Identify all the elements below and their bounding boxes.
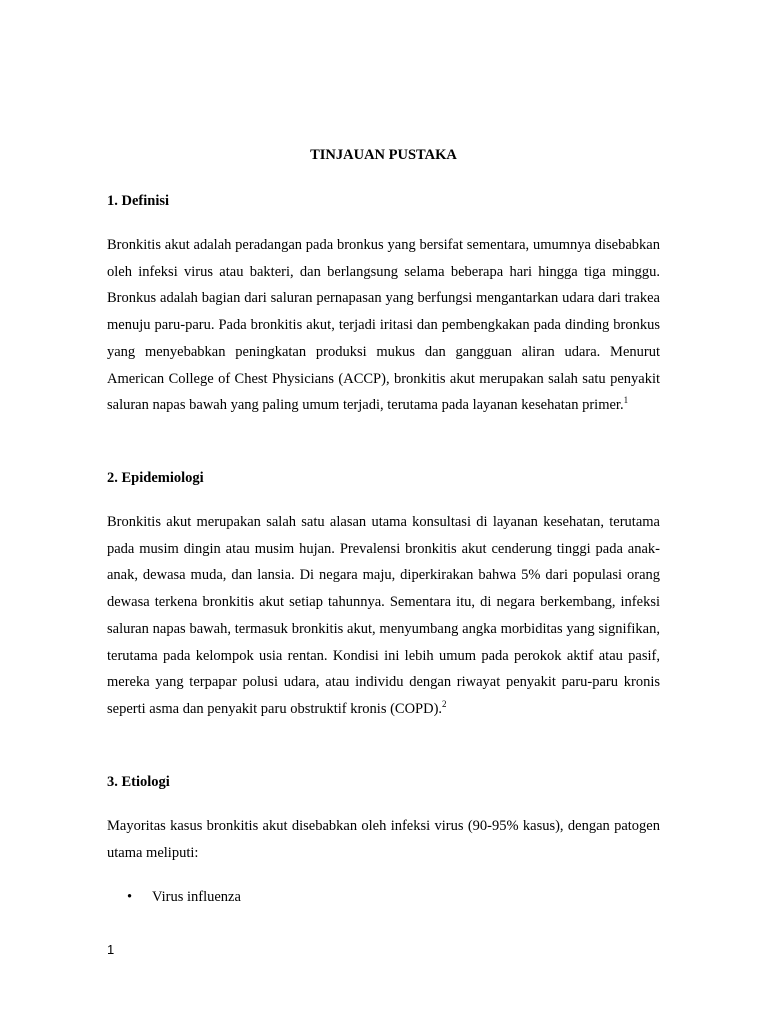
paragraph-etiologi xyxy=(107,813,660,866)
section-heading-epidemiologi: 2. Epidemiologi xyxy=(107,470,204,486)
paragraph-text: Bronkitis akut adalah peradangan pada bronkus yang bersifat sementara, umumnya disebabkan oleh infeksi virus atau bakteri, dan berlangsung selama beberapa hari hingga tiga minggu. Bronkus adalah bagian dari saluran pernapasan yang berfungsi mengantarkan udara dari trakea menuju paru-paru. Pada bronkitis akut, terjadi iritasi dan pembengkakan pada dinding bronkus yang menyebabkan peningkatan produksi mukus dan gangguan aliran udara. Menurut American College of Chest Physicians (ACCP), bronkitis akut merupakan salah satu penyakit saluran napas bawah yang paling umum terjadi, terutama pada layanan kesehatan primer. xyxy=(107,237,660,414)
paragraph-epidemiologi xyxy=(107,509,660,723)
footnote-reference: 1 xyxy=(623,395,629,406)
section-heading-definisi: 1. Definisi xyxy=(107,193,170,209)
list-item xyxy=(107,888,660,906)
bullet-icon: • xyxy=(127,889,133,905)
document-title: TINJAUAN PUSTAKA xyxy=(310,147,457,163)
pathogen-list xyxy=(107,888,660,906)
paragraph-definisi xyxy=(107,232,660,419)
footnote-reference: 2 xyxy=(442,699,447,710)
paragraph-text: Bronkitis akut merupakan salah satu alasan utama konsultasi di layanan kesehatan, terutama pada musim dingin atau musim hujan. Prevalensi bronkitis akut cenderung tinggi pada anak-anak, dewasa muda, dan lansia. Di negara maju, diperkirakan bahwa 5% dari populasi orang dewasa terkena bronkitis akut setiap tahunnya. Sementara itu, di negara berkembang, infeksi saluran napas bawah, termasuk bronkitis akut, menyumbang angka morbiditas yang signifikan, terutama pada kelompok usia rentan. Kondisi ini lebih umum pada perokok aktif atau pasif, mereka yang terpapar polusi udara, atau individu dengan riwayat penyakit paru-paru kronis seperti asma dan penyakit paru obstruktif kronis (COPD). xyxy=(107,514,660,717)
section-heading-etiologi: 3. Etiologi xyxy=(107,774,170,790)
paragraph-text: Mayoritas kasus bronkitis akut disebabkan oleh infeksi virus (90-95% kasus), dengan patogen utama meliputi: xyxy=(107,818,660,861)
list-item-text: Virus influenza xyxy=(152,889,241,905)
page-number: 1 xyxy=(107,942,115,957)
